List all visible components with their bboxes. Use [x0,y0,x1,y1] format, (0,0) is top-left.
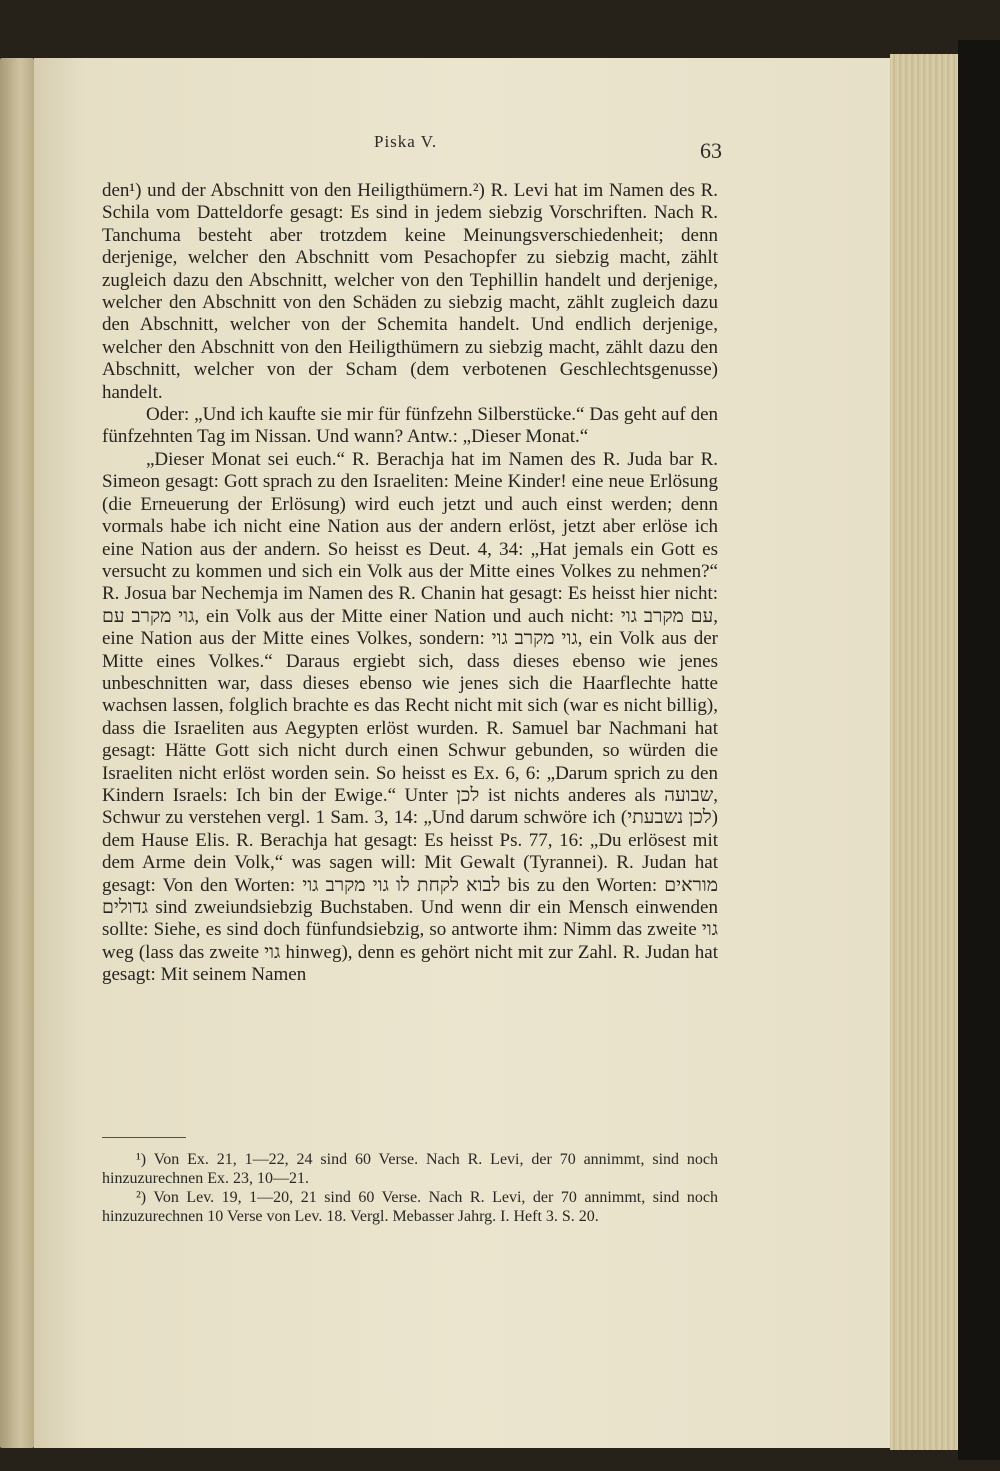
running-header: Piska V. [374,132,438,151]
paragraph: den¹) und der Abschnitt von den Heiligthümern.²) R. Levi hat im Namen des R. Schila vom Datteldorfe gesagt: Es sind in jedem siebzig Vorschriften. Nach R. Tanchuma besteht aber trotzdem keine Meinungsverschiedenheit; denn derjenige, welcher den Abschnitt vom Pesachopfer zu siebzig macht, zählt zugleich dazu den Abschnitt, welcher von den Tephillin handelt und derjenige, welcher den Abschnitt von den Schäden zu siebzig macht, zählt zugleich dazu den Abschnitt, welcher von der Schemita handelt. Und endlich derjenige, welcher den Abschnitt von den Heiligthümern zu siebzig macht, zählt dazu den Abschnitt, welcher von der Scham (dem verbotenen Geschlechtsgenusse) handelt. [102,180,718,403]
footnote: ¹) Von Ex. 21, 1—22, 24 sind 60 Verse. Nach R. Levi, der 70 annimmt, sind noch hinzuzurechnen Ex. 23, 10—21. [102,1151,718,1187]
footnotes [102,1150,718,1226]
paragraph: „Dieser Monat sei euch.“ R. Berachja hat im Namen des R. Juda bar R. Simeon gesagt: Gott sprach zu den Israeliten: Meine Kinder! eine neue Erlösung (die Erneuerung der Erlösung) wird euch jetzt und auch einst werden; denn vormals habe ich nicht eine Nation aus der andern erlöst, jetzt aber erlöse ich eine Nation aus der andern. So heisst es Deut. 4, 34: „Hat jemals ein Gott es versucht zu kommen und sich ein Volk aus der Mitte eines Volkes zu nehmen?“ R. Josua bar Nechemja im Namen des R. Chanin hat gesagt: Es heisst hier nicht: גוי מקרב עם, ein Volk aus der Mitte einer Nation und auch nicht: עם מקרב גוי, eine Nation aus der Mitte eines Volkes, sondern: גוי מקרב גוי, ein Volk aus der Mitte eines Volkes.“ Daraus ergiebt sich, dass dieses ebenso wie jenes unbeschnitten war, dass dieses ebenso wie jenes sich die Haarflechte hatte wachsen lassen, folglich brachte es das Recht nicht mit sich (war es nicht billig), dass die Israeliten aus Aegypten erlöst wurden. R. Samuel bar Nachmani hat gesagt: Hätte Gott sich nicht durch einen Schwur gebunden, so würden die Israeliten nicht erlöst worden sein. So heisst es Ex. 6, 6: „Darum sprich zu den Kindern Israels: Ich bin der Ewige.“ Unter לכן ist nichts anderes als שבועה, Schwur zu verstehen vergl. 1 Sam. 3, 14: „Und darum schwöre ich (לכן נשבעתי) dem Hause Elis. R. Berachja hat gesagt: Es heisst Ps. 77, 16: „Du erlösest mit dem Arme dein Volk,“ was sagen will: Mit Gewalt (Tyrannei). R. Judan hat gesagt: Von den Worten: לבוא לקחת לו גוי מקרב גוי bis zu den Worten: מוראים גדולים sind zweiundsiebzig Buchstaben. Und wenn dir ein Mensch einwenden sollte: Siehe, es sind doch fünfundsiebzig, so antworte ihm: Nimm das zweite גוי weg (lass das zweite גוי hinweg), denn es gehört nicht mit zur Zahl. R. Judan hat gesagt: Mit seinem Namen [102,448,718,986]
footnote: ²) Von Lev. 19, 1—20, 21 sind 60 Verse. Nach R. Levi, der 70 annimmt, sind noch hinzuzurechnen 10 Verse von Lev. 18. Vergl. Mebasser Jahrg. I. Heft 3. S. 20. [102,1189,718,1225]
page-number: 63 [700,138,722,163]
paragraph: Oder: „Und ich kaufte sie mir für fünfzehn Silberstücke.“ Das geht auf den fünfzehnten Tag im Nissan. Und wann? Antw.: „Dieser Monat.“ [102,404,718,448]
main-text [102,180,718,987]
book-cover-edge [958,40,1000,1460]
page-block-edges [890,54,958,1450]
footnote-divider [102,1137,186,1138]
previous-page-edge [0,58,34,1448]
